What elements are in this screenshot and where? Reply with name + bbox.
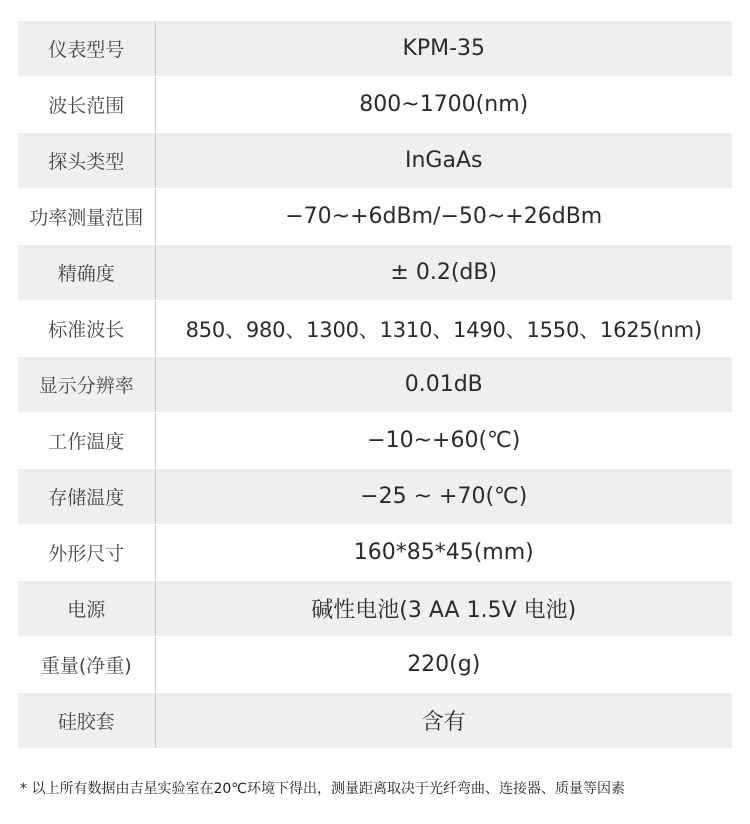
table-row xyxy=(18,469,732,525)
spec-value: InGaAs xyxy=(155,133,732,189)
spec-label: 仪表型号 xyxy=(18,21,155,77)
spec-label: 精确度 xyxy=(18,245,155,301)
table-row xyxy=(18,413,732,469)
table-row xyxy=(18,133,732,189)
spec-label: 探头类型 xyxy=(18,133,155,189)
table-row xyxy=(18,637,732,693)
spec-value: 碱性电池(3 AA 1.5V 电池) xyxy=(155,581,732,637)
spec-label: 存储温度 xyxy=(18,469,155,525)
table-row xyxy=(18,525,732,581)
table-row xyxy=(18,581,732,637)
footnote: * 以上所有数据由吉星实验室在20℃环境下得出，测量距离取决于光纤弯曲、连接器、质量等因素 xyxy=(20,781,625,797)
spec-label: 波长范围 xyxy=(18,77,155,133)
spec-label: 功率测量范围 xyxy=(18,189,155,245)
spec-label: 电源 xyxy=(18,581,155,637)
spec-value: −25 ~ +70(℃) xyxy=(155,469,732,525)
table-row xyxy=(18,301,732,357)
table-row xyxy=(18,245,732,301)
table-row xyxy=(18,357,732,413)
table-row xyxy=(18,21,732,77)
spec-label: 硅胶套 xyxy=(18,693,155,749)
spec-label: 工作温度 xyxy=(18,413,155,469)
spec-label: 重量(净重) xyxy=(18,637,155,693)
spec-value: 850、980、1300、1310、1490、1550、1625(nm) xyxy=(155,301,732,357)
spec-value: 220(g) xyxy=(155,637,732,693)
spec-label: 标准波长 xyxy=(18,301,155,357)
spec-label: 外形尺寸 xyxy=(18,525,155,581)
spec-value: −70~+6dBm/−50~+26dBm xyxy=(155,189,732,245)
spec-table xyxy=(18,20,732,749)
spec-value: ± 0.2(dB) xyxy=(155,245,732,301)
spec-value: KPM-35 xyxy=(155,21,732,77)
table-row xyxy=(18,77,732,133)
spec-value: 160*85*45(mm) xyxy=(155,525,732,581)
spec-value: −10~+60(℃) xyxy=(155,413,732,469)
spec-value: 含有 xyxy=(155,693,732,749)
spec-label: 显示分辨率 xyxy=(18,357,155,413)
spec-value: 800~1700(nm) xyxy=(155,77,732,133)
spec-value: 0.01dB xyxy=(155,357,732,413)
table-row xyxy=(18,189,732,245)
table-row xyxy=(18,693,732,749)
